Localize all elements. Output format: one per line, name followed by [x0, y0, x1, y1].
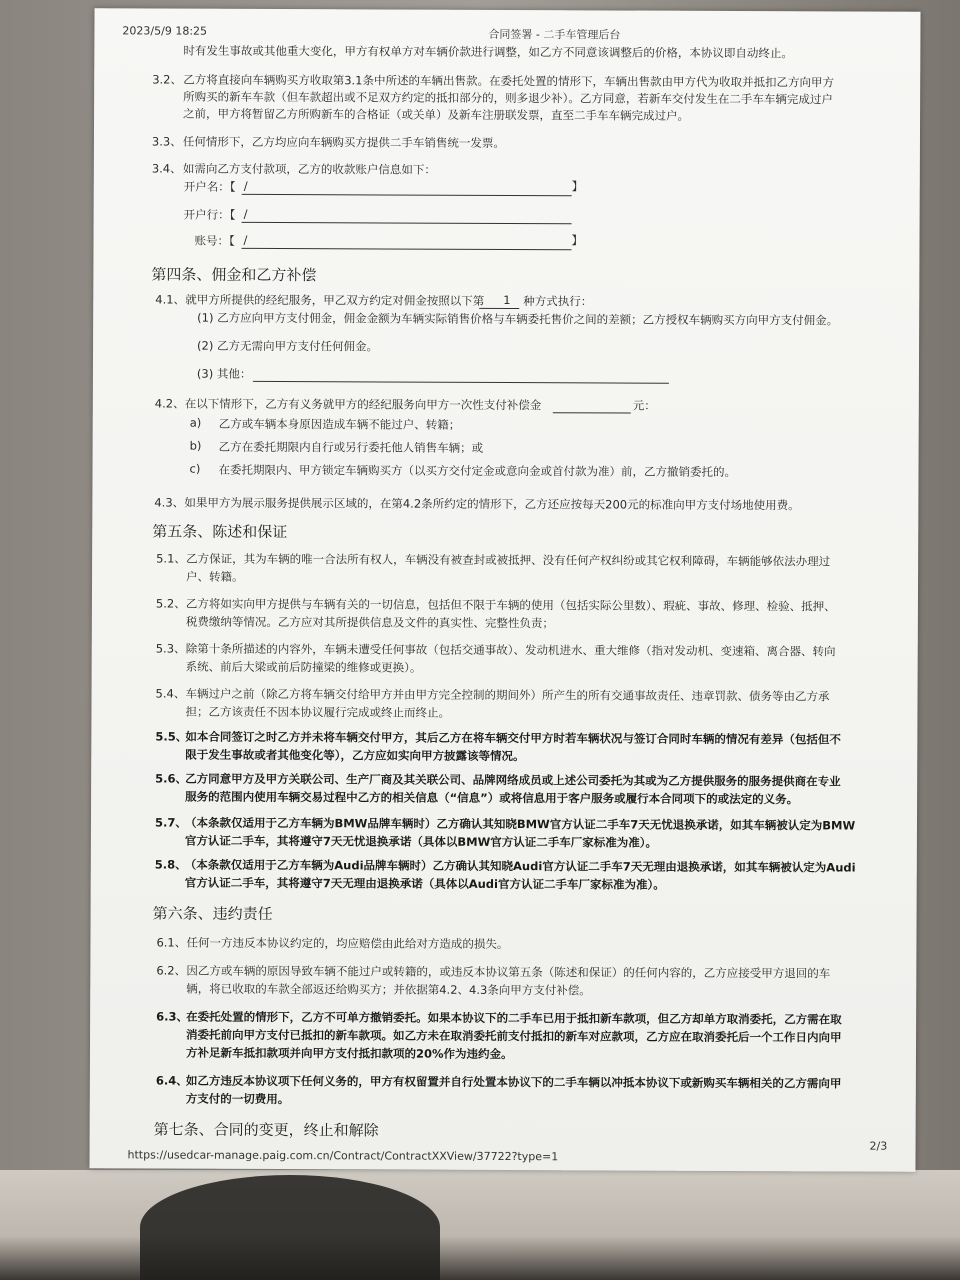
text-line: 担；乙方该责任不因本协议履行完成或终止而终止。 — [185, 704, 450, 720]
text-line: 官方认证二手车，其将遵守7天无忧退换承诺（具体以BMW官方认证二手车厂家标准为准）。 — [184, 833, 658, 850]
section-heading-5: 第五条、陈述和保证 — [152, 522, 288, 542]
account-bank-value: / — [243, 206, 248, 221]
page-title: 合同签署 - 二手车管理后台 — [488, 27, 621, 42]
text-line: 就甲方所提供的经纪服务，甲乙双方约定对佣金按照以下第 — [185, 292, 485, 308]
text-line: 辆，将已收取的车款全部返还给购买方；并依据第4.2、4.3条向甲方支付补偿。 — [186, 981, 591, 998]
text-line: 方支付的一切费用。 — [185, 1091, 290, 1107]
text-line: 如乙方违反本协议项下任何义务的，甲方有权留置并自行处置本协议下的二手车辆以冲抵本协议下或新购买车辆相关的乙方需向甲 — [185, 1073, 842, 1091]
page-url: https://usedcar-manage.paig.com.cn/Contract/ContractXXView/37722?type=1 — [127, 1148, 559, 1164]
clause-number: 5.8、 — [154, 857, 187, 872]
text-line: 限于发生事故或者其他变化等），乙方应如实向甲方披露该等情况。 — [185, 747, 525, 764]
clause-number: 4.1、 — [155, 292, 186, 307]
text-line: 时有发生事故或其他重大变化，甲方有权单方对车辆价款进行调整，如乙方不同意该调整后的价格，本协议即自动终止。 — [183, 43, 793, 61]
clause-number: 3.2、 — [152, 72, 183, 87]
text-line: 所购买的新车车款（但车款超出或不足双方约定的抵扣部分的，则多退少补）。乙方同意，若新车交付发生在二手车车辆完成过户 — [183, 89, 833, 107]
text-line: 元： — [632, 398, 656, 413]
text-line: 如需向乙方支付款项，乙方的收款账户信息如下： — [182, 161, 436, 177]
text-line: 乙方或车辆本身原因造成车辆不能过户、转籍； — [218, 416, 461, 432]
section-heading-7: 第七条、合同的变更，终止和解除 — [153, 1120, 379, 1140]
account-number-label: 账号：【 — [194, 233, 235, 248]
text-line: 如本合同签订之时乙方并未将车辆交付甲方，其后乙方在将车辆交付甲方时若车辆状况与签订合同时车辆的情况有差异（包括但不 — [185, 729, 841, 747]
text-line: 税费缴纳等情况。乙方应对其所提供信息及文件的真实性、完整性负责； — [185, 614, 554, 631]
text-line: 户、转籍。 — [186, 569, 244, 584]
item-key: a) — [189, 415, 202, 430]
choice-blank — [479, 294, 519, 309]
commission-choice: 1 — [503, 292, 511, 308]
account-name-value: / — [243, 178, 248, 193]
account-bank-label: 开户行：【 — [183, 207, 236, 222]
item-key: b) — [189, 438, 202, 453]
text-line: 车辆过户之前（除乙方将车辆交付给甲方并由甲方完全控制的期间外）所产生的所有交通事故责任、违章罚款、债务等由乙方承 — [185, 686, 830, 704]
account-name-label: 开户名：【 — [183, 179, 236, 194]
bracket: 】 — [571, 179, 584, 194]
clause-number: 6.3、 — [156, 1009, 189, 1024]
shadow — [140, 1175, 440, 1280]
text-line: 在委托期限内、甲方锁定车辆购买方（以买方交付定金或意向金或首付款为准）前，乙方撤销委托的。 — [218, 462, 737, 480]
option-2: (2) 乙方无需向甲方支付任何佣金。 — [197, 338, 379, 354]
text-line: 官方认证二手车，其将遵守7天无理由退换承诺（具体以Audi官方认证二手车厂家标准为准）。 — [184, 875, 665, 892]
bracket: 】 — [571, 233, 584, 248]
clause-number: 3.4、 — [151, 161, 182, 176]
clause-number: 5.4、 — [155, 686, 186, 701]
page-number: 2/3 — [869, 1139, 888, 1153]
contract-page — [89, 8, 920, 1172]
clause-number: 5.5、 — [155, 729, 188, 744]
text-line: 在以下情形下，乙方有义务就甲方的经纪服务向甲方一次性支付补偿金 — [184, 396, 542, 413]
text-line: 乙方将直接向车辆购买方收取第3.1条中所述的车辆出售款。在委托处置的情形下，车辆出售款由甲方代为收取并抵扣乙方向甲方 — [183, 72, 835, 90]
text-line: 任何情形下，乙方均应向车辆购买方提供二手车销售统一发票。 — [182, 134, 505, 150]
clause-number: 5.6、 — [155, 771, 188, 786]
option-1: (1) 乙方应向甲方支付佣金，佣金金额为车辆实际销售价格与车辆委托售价之间的差额；乙方授权车辆购买方向甲方支付佣金。 — [197, 310, 839, 328]
clause-number: 5.1、 — [156, 551, 186, 566]
text-line: 除第十条所描述的内容外，车辆未遭受任何事故（包括交通事故）、发动机进水、重大维修（指对发动机、变速箱、离合器、转向 — [185, 641, 836, 659]
account-number-value: / — [243, 232, 248, 247]
item-key: c) — [189, 461, 201, 476]
clause-number: 6.2、 — [156, 963, 187, 978]
text-line: （本条款仅适用于乙方车辆为Audi品牌车辆时）乙方确认其知晓Audi官方认证二手车7天无理由退换承诺，如其车辆被认定为Audi — [184, 857, 856, 875]
compensation-blank — [553, 398, 631, 413]
text-line: 方补足新车抵扣款项并向甲方支付抵扣款项的20%作为违约金。 — [185, 1045, 513, 1062]
other-blank — [253, 367, 669, 384]
text-line: 任何一方违反本协议约定的，均应赔偿由此给对方造成的损失。 — [186, 935, 509, 952]
text-line: （本条款仅适用于乙方车辆为BMW品牌车辆时）乙方确认其知晓BMW官方认证二手车7天无忧退换承诺，如其车辆被认定为BMW — [184, 815, 856, 833]
text-line: 系统、前后大梁或前后防撞梁的维修或更换）。 — [185, 659, 422, 675]
account-name-blank — [242, 180, 572, 196]
option-3: (3) 其他： — [196, 366, 252, 381]
clause-number: 6.4、 — [155, 1073, 188, 1088]
text-line: 在委托处置的情形下，乙方不可单方撤销委托。如果本协议下的二手车已用于抵扣新车款项，但乙方却单方取消委托，乙方需在取 — [186, 1009, 842, 1027]
text-line: 之前，甲方将暂留乙方所购新车的合格证（或关单）及新车注册联发票，直至二手车车辆完成过户。 — [183, 106, 690, 123]
clause-number: 4.3、 — [154, 495, 185, 510]
account-bank-blank — [242, 208, 572, 224]
text-line: 乙方保证，其为车辆的唯一合法所有权人，车辆没有被查封或被抵押、没有任何产权纠纷或其它权利障碍，车辆能够依法办理过 — [186, 551, 831, 569]
print-datetime: 2023/5/9 18:25 — [122, 24, 208, 38]
text-line: 乙方将如实向甲方提供与车辆有关的一切信息，包括但不限于车辆的使用（包括实际公里数）、瑕疵、事故、修理、检验、抵押、 — [185, 596, 836, 614]
clause-number: 4.2、 — [154, 396, 185, 411]
text-line: 服务的范围内使用车辆交易过程中乙方的相关信息（“信息”）或将信息用于客户服务或履行本合同项下的或法定的义务。 — [185, 789, 799, 807]
account-number-blank — [241, 234, 571, 250]
clause-number: 6.1、 — [156, 935, 187, 950]
clause-number: 5.3、 — [155, 641, 186, 656]
clause-number: 5.7、 — [154, 815, 187, 830]
section-heading-4: 第四条、佣金和乙方补偿 — [151, 265, 317, 285]
text-line: 乙方同意甲方及甲方关联公司、生产厂商及其关联公司、品牌网络成员或上述公司委托为其或为乙方提供服务的服务提供商在专业 — [185, 771, 841, 789]
text-line: 乙方在委托期限内自行或另行委托他人销售车辆；或 — [218, 439, 484, 455]
text-line: 消委托前向甲方支付已抵扣的新车款项。如乙方未在取消委托前支付抵扣的新车对应款项，乙方应在取消委托后一个工作日内向甲 — [186, 1027, 842, 1045]
section-heading-6: 第六条、违约责任 — [152, 904, 273, 923]
clause-number: 5.2、 — [155, 596, 186, 611]
text-line: 种方式执行： — [523, 294, 593, 309]
text-line: 如果甲方为展示服务提供展示区域的，在第4.2条所约定的情形下，乙方还应按每天200元的标准向甲方支付场地使用费。 — [184, 495, 800, 513]
text-line: 因乙方或车辆的原因导致车辆不能过户或转籍的，或违反本协议第五条（陈述和保证）的任何内容的，乙方应接受甲方退回的车 — [186, 963, 831, 981]
clause-number: 3.3、 — [151, 134, 182, 149]
